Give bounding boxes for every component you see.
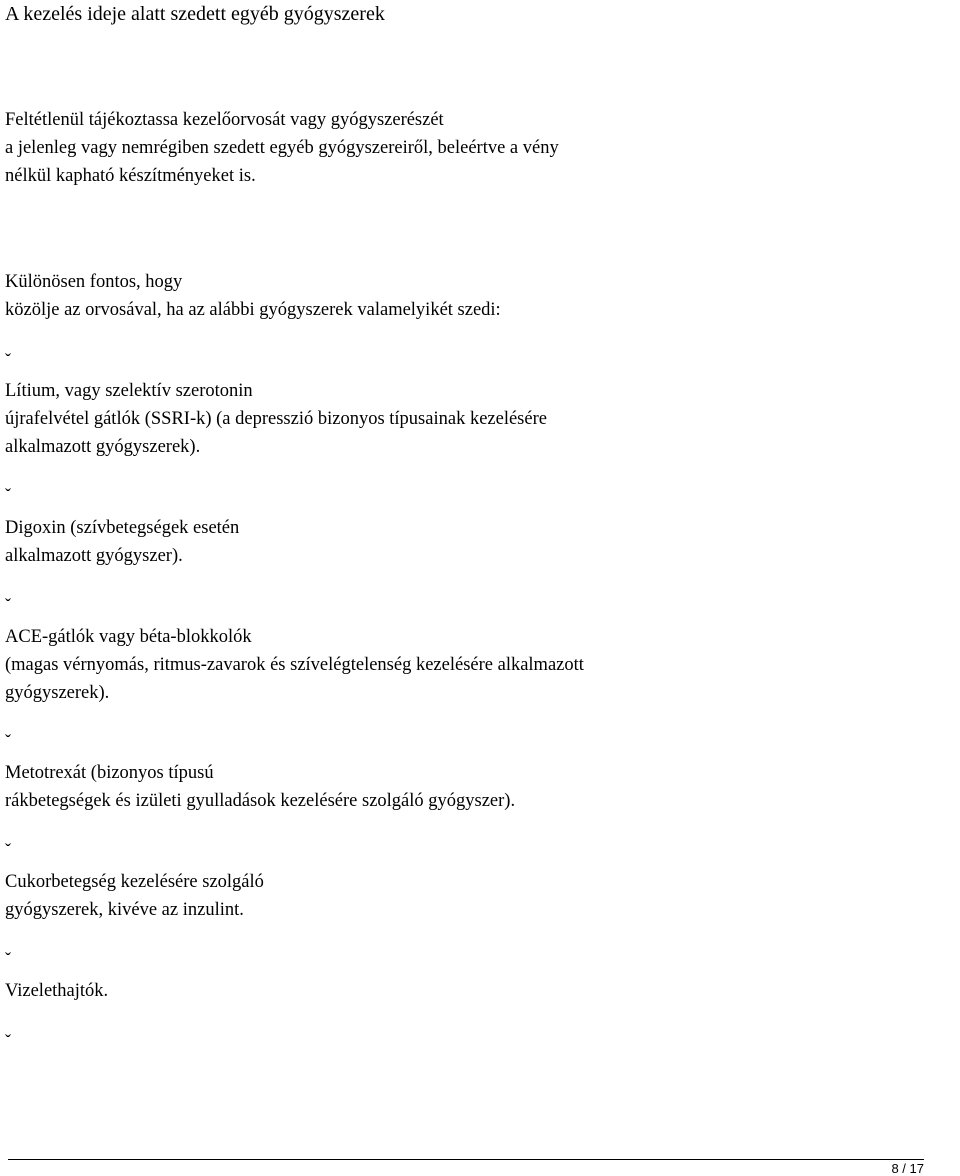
list-item-line: Lítium, vagy szelektív szerotonin — [5, 381, 253, 401]
intro-line: nélkül kapható készítményeket is. — [5, 166, 256, 186]
list-item-line: Digoxin (szívbetegségek esetén — [5, 518, 240, 538]
bullet-marker: ˇ — [5, 485, 11, 505]
list-item-line: alkalmazott gyógyszer). — [5, 546, 183, 566]
list-item-line: gyógyszerek). — [5, 683, 110, 703]
bullet-marker: ˇ — [5, 350, 11, 370]
list-item-line: Metotrexát (bizonyos típusú — [5, 763, 214, 783]
list-item-methotrexate — [5, 759, 515, 815]
bullet-marker: ˇ — [5, 949, 11, 969]
list-item-line: gyógyszerek, kivéve az inzulint. — [5, 900, 244, 920]
bullet-marker: ˇ — [5, 731, 11, 751]
important-line: közölje az orvosával, ha az alábbi gyógyszerek valamelyikét szedi: — [5, 300, 501, 320]
list-item-diuretics — [5, 977, 108, 1005]
list-item-line: (magas vérnyomás, ritmus-zavarok és szívelégtelenség kezelésére alkalmazott — [5, 655, 584, 675]
page-number: 8 / 17 — [891, 1161, 924, 1176]
bullet-marker: ˇ — [5, 1031, 11, 1051]
intro-line: Feltétlenül tájékoztassa kezelőorvosát vagy gyógyszerészét — [5, 110, 444, 130]
section-title: A kezelés ideje alatt szedett egyéb gyógyszerek — [5, 3, 385, 25]
list-item-lithium — [5, 377, 547, 461]
list-item-line: újrafelvétel gátlók (SSRI-k) (a depresszió bizonyos típusainak kezelésére — [5, 409, 547, 429]
bullet-marker: ˇ — [5, 595, 11, 615]
bullet-marker: ˇ — [5, 840, 11, 860]
list-item-line: Vizelethajtók. — [5, 981, 109, 1001]
footer-divider — [8, 1159, 924, 1160]
list-item-line: alkalmazott gyógyszerek). — [5, 437, 201, 457]
list-item-digoxin — [5, 514, 239, 570]
list-item-diabetes-drugs — [5, 868, 264, 924]
intro-paragraph — [5, 106, 559, 190]
important-line: Különösen fontos, hogy — [5, 272, 183, 292]
list-item-line: ACE-gátlók vagy béta-blokkolók — [5, 627, 252, 647]
intro-line: a jelenleg vagy nemrégiben szedett egyéb gyógyszereiről, beleértve a vény — [5, 138, 559, 158]
list-item-ace-inhibitors — [5, 623, 584, 707]
list-item-line: Cukorbetegség kezelésére szolgáló — [5, 872, 264, 892]
list-item-line: rákbetegségek és izületi gyulladások kezelésére szolgáló gyógyszer). — [5, 791, 516, 811]
important-paragraph — [5, 268, 501, 324]
